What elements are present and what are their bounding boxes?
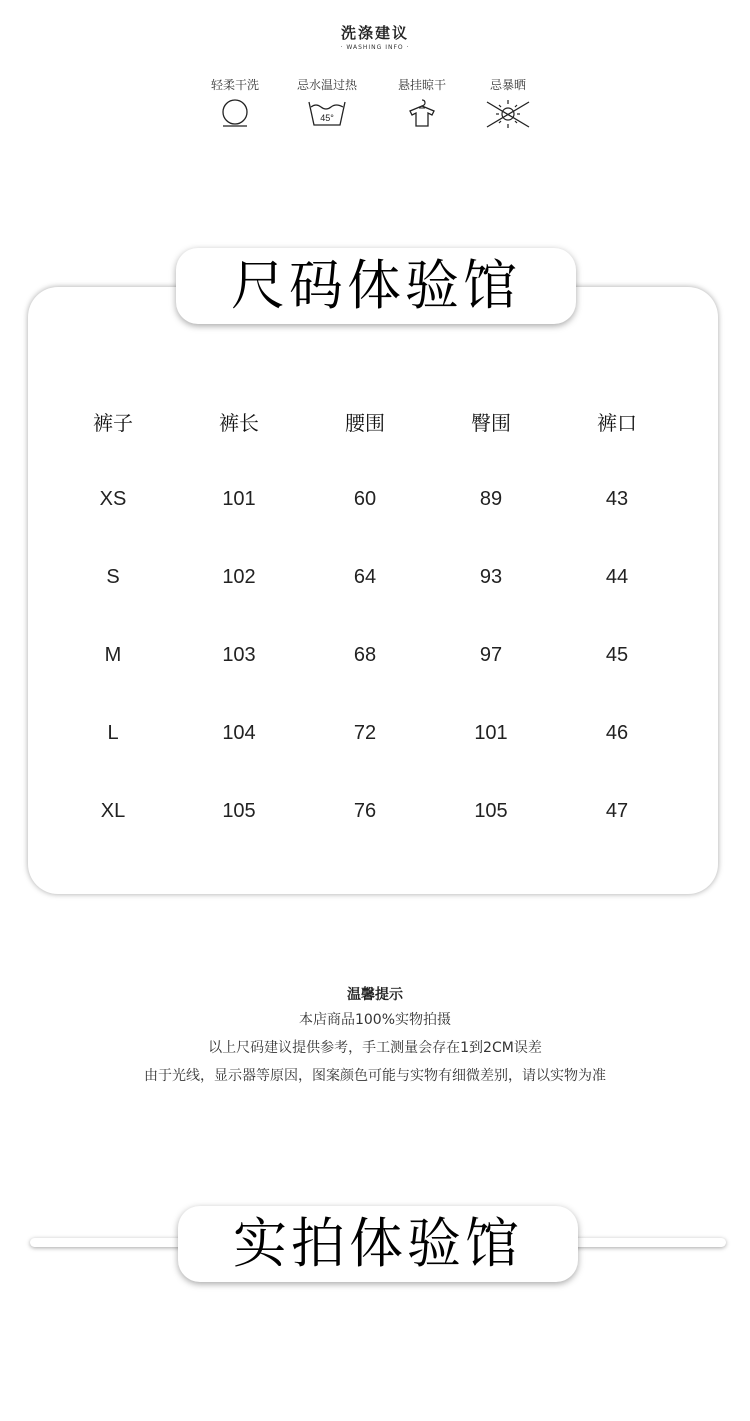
table-cell: 60 — [353, 487, 377, 510]
notes-section — [0, 984, 750, 1090]
table-row — [50, 616, 680, 694]
table-cell: 46 — [605, 721, 629, 744]
no-sun-icon — [484, 98, 532, 130]
notes-line: 以上尺码建议提供参考，手工测量会存在1到2CM误差 — [208, 1040, 542, 1056]
notes-title: 温馨提示 — [347, 987, 403, 1003]
header-cell: 臀围 — [471, 410, 511, 435]
table-cell: 105 — [474, 799, 508, 822]
wash-item-label: 悬挂晾干 — [397, 78, 446, 92]
table-cell: 72 — [353, 721, 377, 744]
table-cell: 101 — [222, 487, 256, 510]
table-cell: 89 — [479, 487, 503, 510]
wash-item-no-sun — [463, 76, 553, 130]
divider-left — [30, 1238, 190, 1247]
table-cell: 43 — [605, 487, 629, 510]
header-cell: 裤长 — [219, 410, 259, 435]
table-cell: 68 — [353, 643, 377, 666]
table-row — [50, 538, 680, 616]
notes-line: 由于光线，显示器等原因，图案颜色可能与实物有细微差别，请以实物为准 — [144, 1068, 606, 1084]
wash-temp-text: 45° — [320, 113, 334, 123]
table-cell: M — [104, 643, 122, 666]
table-cell: 101 — [474, 721, 508, 744]
washing-subtitle: · WASHING INFO · — [0, 44, 750, 51]
table-cell: L — [107, 721, 119, 744]
table-cell: 97 — [479, 643, 503, 666]
wash-item-label: 忌暴晒 — [489, 78, 526, 92]
table-cell: 45 — [605, 643, 629, 666]
table-cell: XL — [100, 799, 126, 822]
table-cell: 104 — [222, 721, 256, 744]
notes-line: 本店商品100%实物拍摄 — [298, 1012, 452, 1028]
table-cell: 102 — [222, 565, 256, 588]
table-cell: 64 — [353, 565, 377, 588]
table-cell: 76 — [353, 799, 377, 822]
header-cell: 腰围 — [345, 410, 385, 435]
table-cell: 93 — [479, 565, 503, 588]
dry-clean-icon — [220, 98, 250, 128]
table-row — [50, 772, 680, 850]
header-cell: 裤子 — [93, 410, 133, 435]
hang-dry-icon — [406, 98, 438, 128]
wash-item-label: 忌水温过热 — [296, 78, 357, 92]
wash-item-temperature — [282, 76, 372, 128]
table-cell: 105 — [222, 799, 256, 822]
photo-section-title: 实拍体验馆 — [178, 1206, 578, 1282]
header-cell: 裤口 — [597, 410, 637, 435]
table-cell: 47 — [605, 799, 629, 822]
table-cell: S — [106, 565, 120, 588]
size-table-header-row — [50, 382, 680, 460]
washing-title: 洗涤建议 — [340, 24, 409, 42]
wash-45-icon — [307, 98, 347, 128]
wash-item-label: 轻柔干洗 — [210, 78, 259, 92]
table-cell: 44 — [605, 565, 629, 588]
divider-right — [566, 1238, 726, 1247]
table-cell: 103 — [222, 643, 256, 666]
table-row — [50, 694, 680, 772]
table-cell: XS — [99, 487, 127, 510]
size-table — [50, 382, 680, 850]
wash-item-dry-clean — [190, 76, 280, 128]
table-row — [50, 460, 680, 538]
size-section-title: 尺码体验馆 — [176, 248, 576, 324]
wash-item-hang-dry — [377, 76, 467, 128]
